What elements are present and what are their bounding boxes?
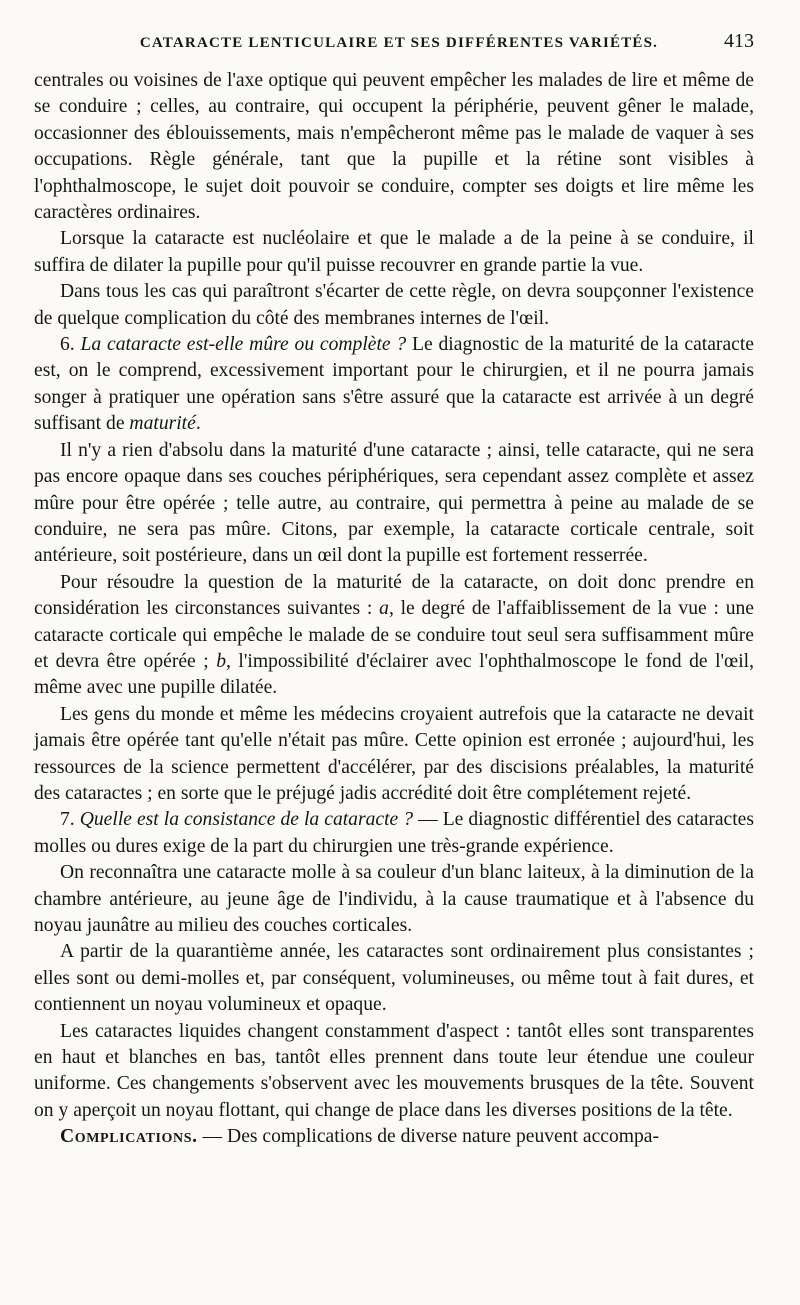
- paragraph-text: — Des complications de diverse nature peuvent accompa-: [197, 1126, 660, 1148]
- section-number: 7.: [60, 809, 75, 831]
- paragraph-10: A partir de la quarantième année, les cataractes sont ordinairement plus consistantes ; elles sont ou demi-molles et, par conséquent, volumineuses, ou même tout à fait dures, et contiennent un noyau volumineux et opaque.: [34, 941, 754, 1016]
- paragraph-5: Il n'y a rien d'absolu dans la maturité d'une cataracte ; ainsi, telle cataracte, qui ne sera pas encore opaque dans ses couches périphériques, sera cependant assez complète et assez mûre pour être opérée ; telle autre, au contraire, qui permettra à peine au malade de se conduire, ne sera pas mûre. Citons, par exemple, la cataracte corticale centrale, soit antérieure, soit postérieure, dans un œil dont la pupille est fortement resserrée.: [34, 439, 754, 567]
- paragraph-4-maturity: [34, 332, 754, 438]
- paragraph-7: Les gens du monde et même les médecins croyaient autrefois que la cataracte ne devait jamais être opérée tant qu'elle n'était pas mûre. Cette opinion est erronée ; aujourd'hui, les ressources de la science permettent d'accélérer, par des discisions préalables, la maturité des cataractes ; en sorte que le préjugé jadis accrédité doit être complétement rejeté.: [34, 703, 754, 804]
- paragraph-11: Les cataractes liquides changent constamment d'aspect : tantôt elles sont transparentes en haut et blanches en bas, tantôt elles prennent dans toute leur étendue une couleur uniforme. Ces changements s'observent avec les mouvements brusques de la tête. Souvent on y aperçoit un noyau flottant, qui change de place dans les diverses positions de la tête.: [34, 1020, 754, 1121]
- page-number: 413: [724, 30, 754, 52]
- paragraph-text: Pour résoudre la question de la maturité de la cataracte, on doit donc prendre en considération les circonstances suivantes :: [34, 571, 754, 620]
- paragraph-text: , l'impossibilité d'éclairer avec l'ophthalmoscope le fond de l'œil, même avec une pupille dilatée.: [34, 650, 754, 699]
- page-header: [34, 30, 754, 60]
- list-marker-a: a: [379, 598, 389, 620]
- paragraph-text: , le degré de l'affaiblissement de la vue : une cataracte corticale qui empêche le malade de se conduire tout seul sera suffisamment mûre et devra être opérée ;: [34, 598, 754, 672]
- paragraph-8-consistency: [34, 807, 754, 860]
- paragraph-text: .: [195, 413, 201, 435]
- paragraph-6: [34, 570, 754, 702]
- paragraph-9: On reconnaîtra une cataracte molle à sa couleur d'un blanc laiteux, à la diminution de la chambre antérieure, au jeune âge de l'individu, à la cause traumatique et à l'absence du noyau jaunâtre au milieu des couches corticales.: [34, 862, 754, 936]
- paragraph-1: centrales ou voisines de l'axe optique qui peuvent empêcher les malades de lire et même de se conduire ; celles, au contraire, qui occupent la périphérie, peuvent gêner le malade, occasionner des éblouissements, mais n'empêcheront même pas le malade de vaquer à ses occupations. Règle générale, tant que la pupille et la rétine sont visibles à l'ophthalmoscope, le sujet doit pouvoir se conduire, compter ses doigts et lire même les caractères ordinaires.: [34, 70, 754, 224]
- paragraph-3: Dans tous les cas qui paraîtront s'écarter de cette règle, on devra soupçonner l'existence de quelque complication du côté des membranes internes de l'œil.: [34, 281, 754, 329]
- body-text: [34, 68, 754, 1151]
- section-question: La cataracte est-elle mûre ou complète ?: [80, 334, 407, 356]
- list-marker-b: b: [216, 650, 227, 672]
- paragraph-2: Lorsque la cataracte est nucléolaire et que le malade a de la peine à se conduire, il suffira de dilater la pupille pour qu'il puisse recouvrer en grande partie la vue.: [34, 228, 754, 276]
- running-head: CATARACTE LENTICULAIRE ET SES DIFFÉRENTES VARIÉTÉS.: [139, 35, 659, 51]
- paragraph-text: Le diagnostic de la maturité de la cataracte est, on le comprend, excessivement important pour le chirurgien, et il ne pourra jamais songer à pratiquer une opération sans s'être assuré que la cataracte est arrivée à un degré suffisant de: [34, 334, 754, 435]
- paragraph-12-complications: [34, 1124, 754, 1150]
- section-question: Quelle est la consistance de la cataracte ?: [79, 809, 414, 831]
- section-heading: Complications.: [60, 1126, 198, 1148]
- emphasis: maturité: [129, 413, 196, 435]
- section-number: 6.: [60, 334, 75, 356]
- paragraph-text: — Le diagnostic différentiel des cataractes molles ou dures exige de la part du chirurgien une très-grande expérience.: [34, 809, 755, 857]
